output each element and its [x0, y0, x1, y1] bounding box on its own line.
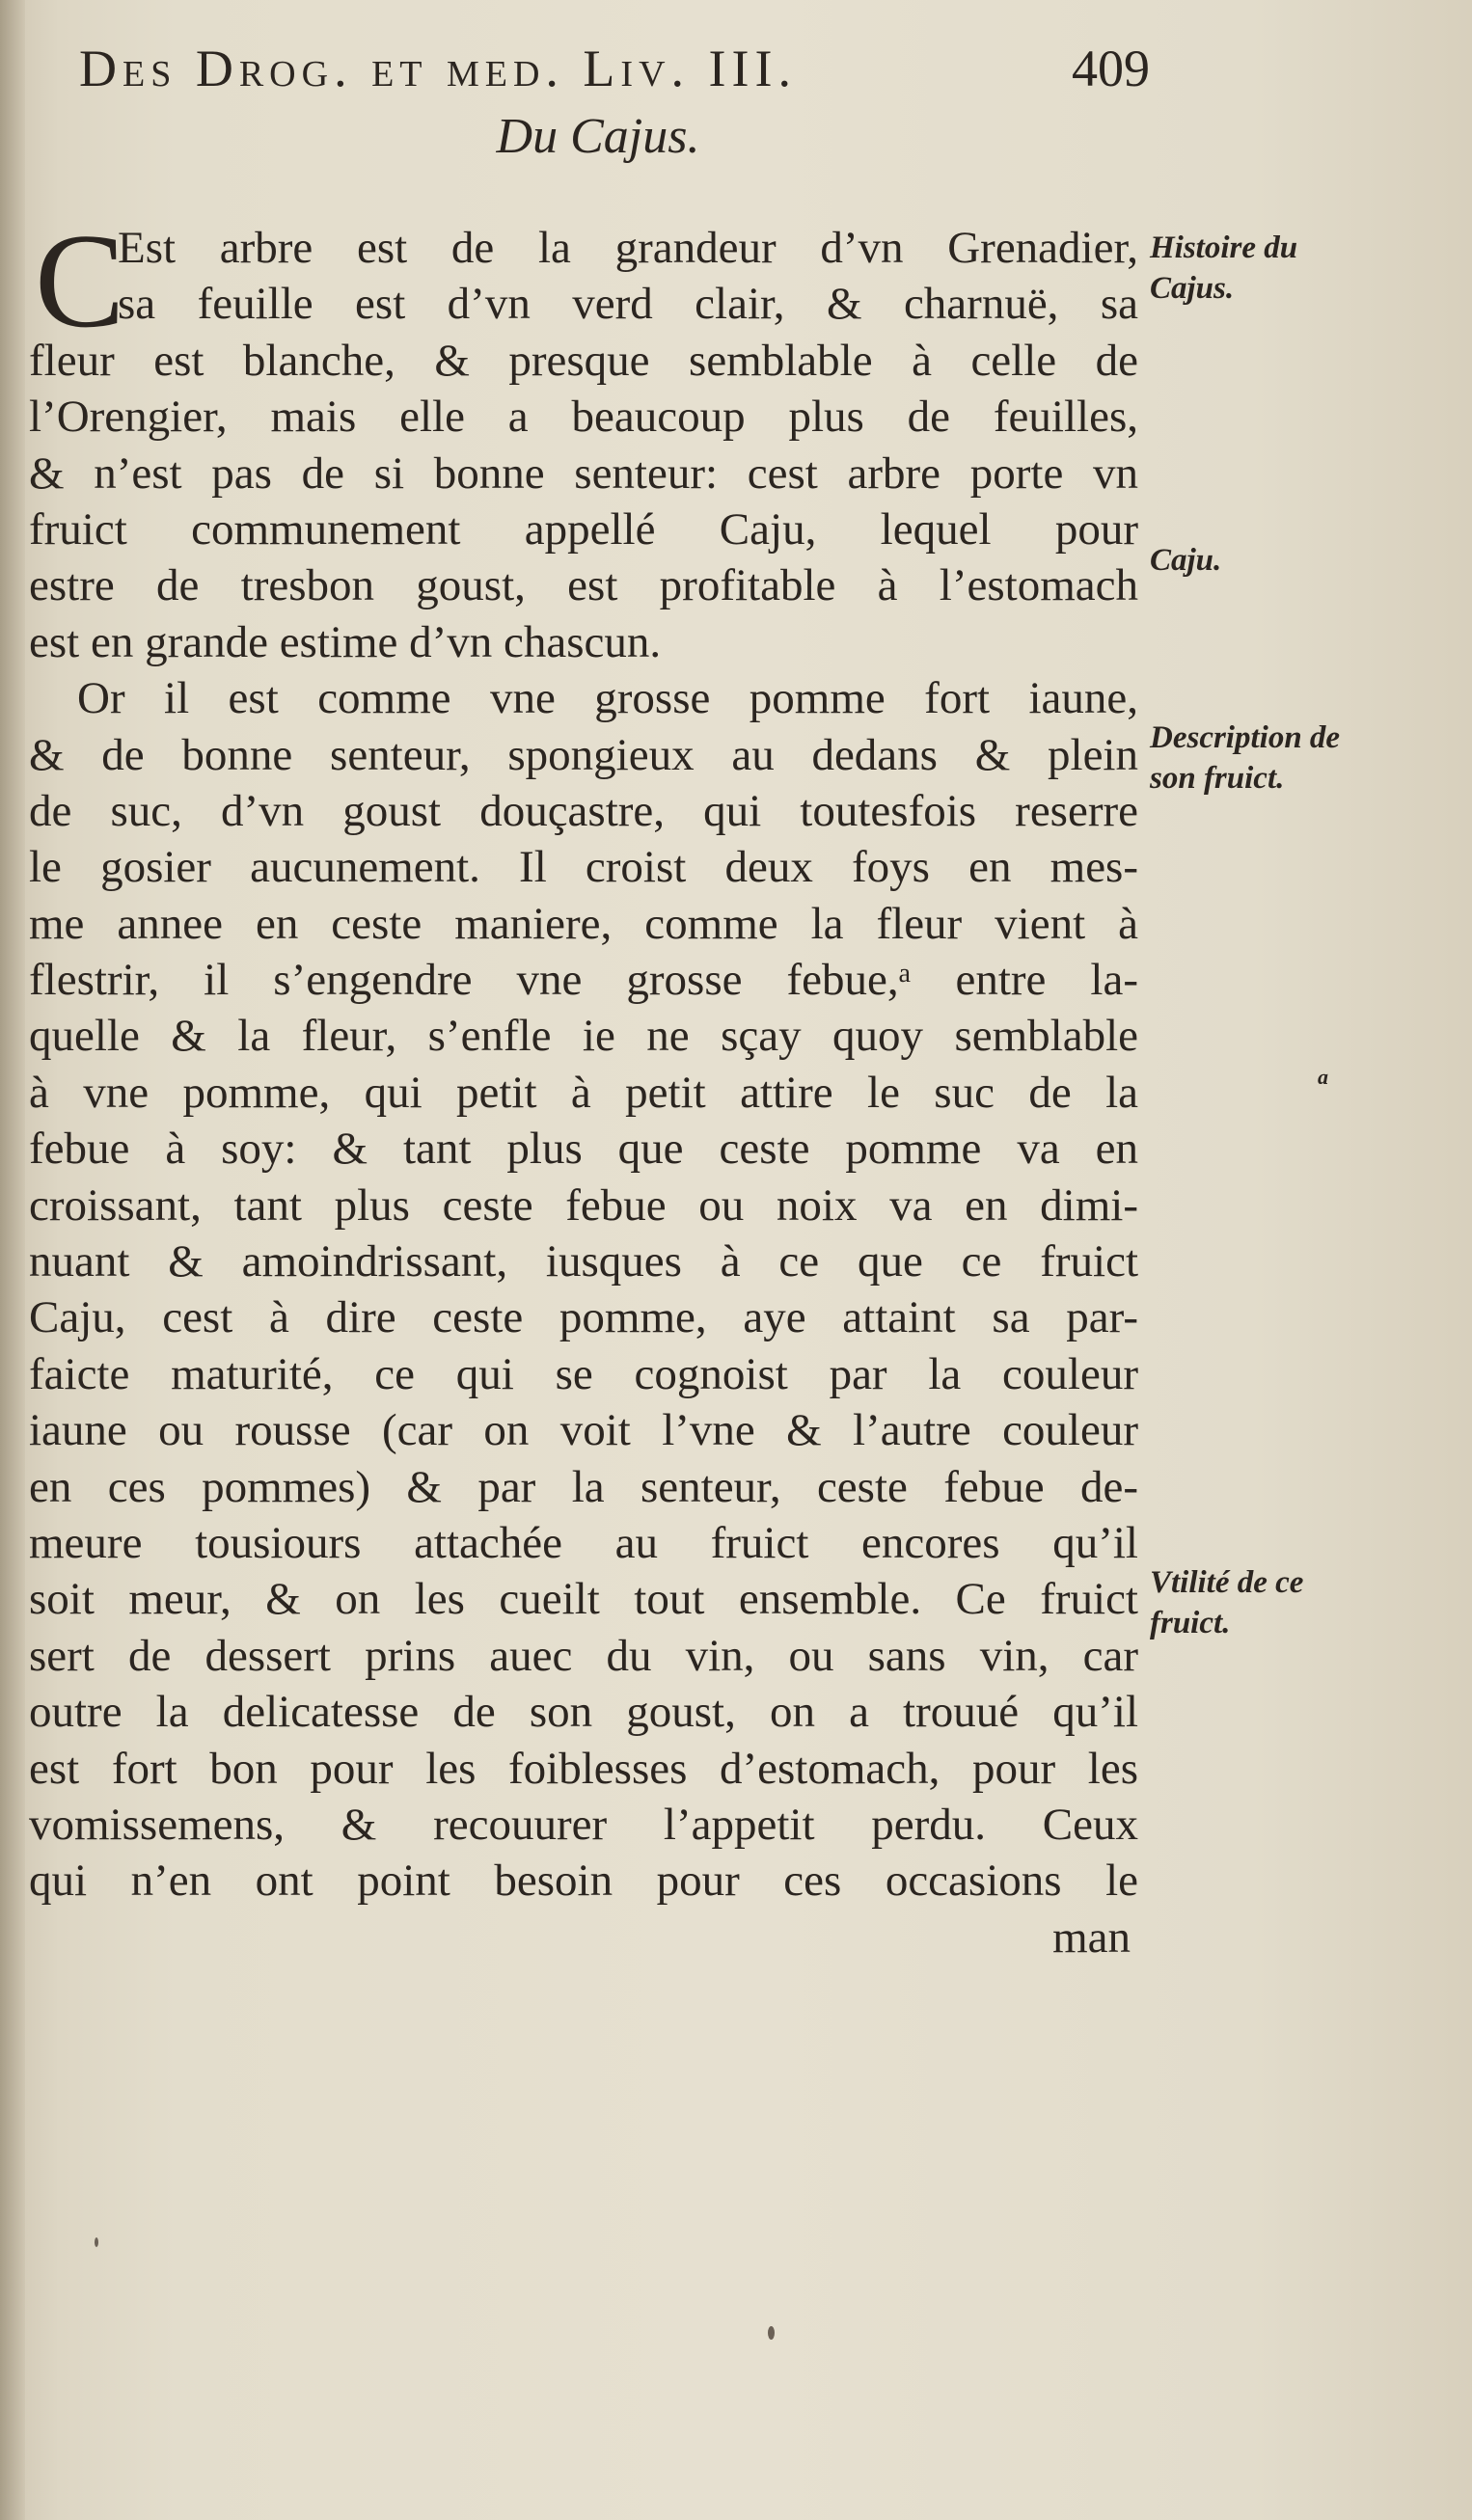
text-line: meure tousiours attachée au fruict encores qu’il — [29, 1517, 1138, 1568]
text-line: le gosier aucunement. Il croist deux foys en mes- — [29, 842, 1138, 893]
margin-note-histoire: Histoire du Cajus. — [1150, 230, 1298, 306]
text-line: & de bonne senteur, spongieux au dedans & plein — [29, 729, 1138, 780]
text-line: sa feuille est d’vn verd clair, & charnuë, sa — [118, 279, 1138, 330]
text-line: est fort bon pour les foiblesses d’estomach, pour les — [29, 1743, 1138, 1794]
text-line: Caju, cest à dire ceste pomme, aye attaint sa par- — [29, 1292, 1138, 1343]
text-line: soit meur, & on les cueilt tout ensemble. Ce fruict — [29, 1574, 1138, 1625]
text-line: croissant, tant plus ceste febue ou noix va en dimi- — [29, 1179, 1138, 1231]
text-line: nuant & amoindrissant, iusques à ce que ce fruict — [29, 1236, 1138, 1287]
drop-cap: C — [35, 206, 125, 356]
text-line: Est arbre est de la grandeur d’vn Grenadier, — [118, 223, 1138, 273]
text-line: est en grande estime d’vn chascun. — [29, 616, 662, 667]
margin-note-vtilite: Vtilité de ce fruict. — [1150, 1565, 1304, 1640]
text-line: Or il est comme vne grosse pomme fort iaune, — [77, 673, 1138, 724]
text-line: vomissemens, & recouurer l’appetit perdu. Ceux — [29, 1799, 1138, 1850]
margin-note-description: Description de son fruict. — [1150, 720, 1341, 796]
page-gutter-shadow — [0, 0, 25, 2520]
running-head — [79, 39, 1150, 98]
text-line: l’Orengier, mais elle a beaucoup plus de feuilles, — [29, 392, 1138, 443]
chapter-title: Du Cajus. — [496, 109, 700, 164]
margin-note-caju: Caju. — [1150, 543, 1222, 578]
text-line: fleur est blanche, & presque semblable à celle de — [29, 335, 1138, 386]
text-line: qui n’en ont point besoin pour ces occasions le — [29, 1856, 1138, 1907]
catchword: man — [1052, 1911, 1131, 1963]
text-line: en ces pommes) & par la senteur, ceste febue de- — [29, 1461, 1138, 1512]
text-line: iaune ou rousse (car on voit l’vne & l’autre couleur — [29, 1405, 1138, 1456]
body-text — [29, 220, 1138, 1965]
running-title: Des Drog. et med. Liv. III. — [79, 40, 797, 97]
margin-footnote-mark: a — [1318, 1065, 1328, 1089]
text-line: outre la delicatesse de son goust, on a trouué qu’il — [29, 1687, 1138, 1738]
text-line: flestrir, il s’engendre vne grosse febue,ᵃ entre la- — [29, 955, 1138, 1006]
text-line: sert de dessert prins auec du vin, ou sans vin, car — [29, 1630, 1138, 1681]
text-line: estre de tresbon goust, est profitable à l’estomach — [29, 560, 1138, 611]
text-line: de suc, d’vn goust douçastre, qui toutesfois reserre — [29, 785, 1138, 836]
text-line: à vne pomme, qui petit à petit attire le suc de la — [29, 1067, 1138, 1118]
page-number: 409 — [1072, 40, 1150, 97]
text-line: quelle & la fleur, s’enfle ie ne sçay quoy semblable — [29, 1011, 1138, 1062]
ink-speck — [768, 2326, 775, 2340]
ink-speck — [95, 2237, 98, 2247]
text-line: fruict communement appellé Caju, lequel pour — [29, 503, 1138, 555]
text-line: faicte maturité, ce qui se cognoist par la couleur — [29, 1348, 1138, 1399]
text-line: febue à soy: & tant plus que ceste pomme va en — [29, 1124, 1138, 1175]
text-line: & n’est pas de si bonne senteur: cest arbre porte vn — [29, 447, 1138, 499]
text-line: me annee en ceste maniere, comme la fleur vient à — [29, 898, 1138, 949]
